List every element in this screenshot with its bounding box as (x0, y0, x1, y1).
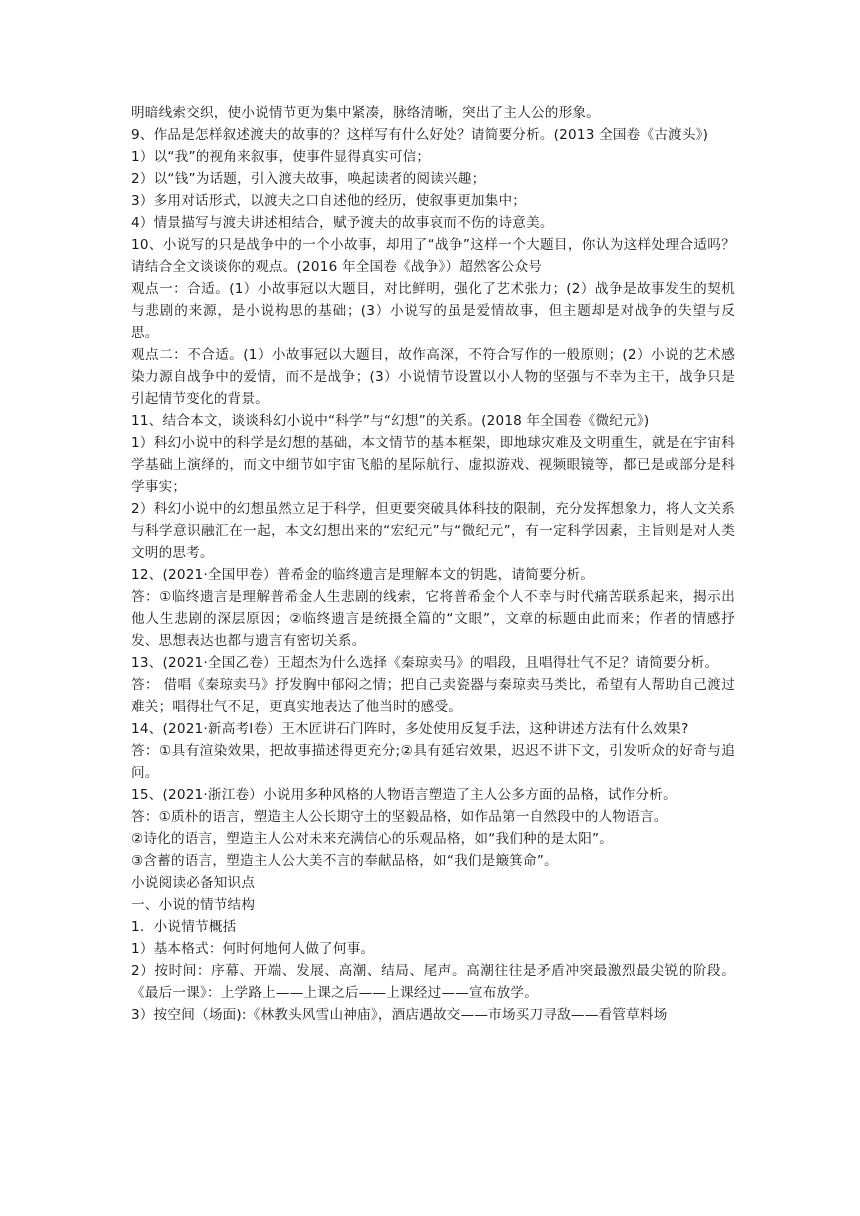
answer-line: 1）以“我”的视角来叙事，使事件显得真实可信； (131, 149, 431, 165)
answer-line: ②诗化的语言，塑造主人公对未来充满信心的乐观品格，如“我们种的是太阳”。 (131, 831, 614, 847)
viewpoint-2: 观点二：不合适。(1）小故事冠以大题目，故作高深，不符合写作的一般原则；(2）小说的艺术感染力源自战争中的爱情，而不是战争；(3）小说情节设置以小人物的坚强与不幸为主干，战争只是引起情节变化的背景。 (131, 347, 735, 407)
question-15: 15、(2021·浙江卷）小说用多种风格的人物语言塑造了主人公多方面的品格，试作分析。 (131, 787, 677, 803)
question-13: 13、(2021·全国乙卷）王超杰为什么选择《秦琼卖马》的唱段，且唱得壮气不足？请简要分析。 (131, 655, 719, 671)
section-heading: 小说阅读必备知识点 (131, 875, 256, 891)
question-12: 12、(2021·全国甲卷）普希金的临终遗言是理解本文的钥匙，请简要分析。 (131, 567, 595, 583)
viewpoint-1: 观点一：合适。(1）小故事冠以大题目，对比鲜明，强化了艺术张力；(2）战争是故事发生的契机与悲剧的来源，是小说构思的基础；(3）小说写的虽是爱情故事，但主题却是对战争的失望与反思。 (131, 281, 735, 341)
answer-line: 答： 借唱《秦琼卖马》抒发胸中郁闷之情；把自己卖瓷器与秦琼卖马类比，希望有人帮助自己渡过难关；唱得壮气不足，更真实地表达了他当时的感受。 (131, 677, 735, 715)
question-10: 10、小说写的只是战争中的一个小故事，却用了“战争”这样一个大题目，你认为这样处理合适吗？请结合全文谈谈你的观点。(2016 年全国卷《战争》）超然客公众号 (131, 237, 735, 275)
answer-line: 2）以“钱”为话题，引入渡夫故事，唤起读者的阅读兴趣； (131, 171, 486, 187)
text-line: 1）基本格式：何时何地何人做了何事。 (131, 941, 375, 957)
answer-line: 3）多用对话形式，以渡夫之口自述他的经历，使叙事更加集中； (131, 193, 527, 209)
question-14: 14、(2021·新高考Ⅰ卷）王木匠讲石门阵时，多处使用反复手法，这种讲述方法有什么效果? (131, 721, 689, 737)
answer-line: 答：①临终遗言是理解普希金人生悲剧的线索，它将普希金个人不幸与时代痛苦联系起来，揭示出他人生悲剧的深层原因；②临终遗言是统摄全篇的“文眼”，文章的标题由此而来；作者的情感抒发、思想表达也都与遗言有密切关系。 (131, 589, 735, 649)
document-page (131, 102, 735, 1026)
answer-line: 答：①具有渲染效果，把故事描述得更充分;②具有延宕效果，迟迟不讲下文，引发听众的好奇与追问。 (131, 743, 735, 781)
answer-line: ③含蓄的语言，塑造主人公大美不言的奉献品格，如“我们是簸箕命”。 (131, 853, 558, 869)
subsection-heading: 一、小说的情节结构 (131, 897, 256, 913)
answer-line: 4）情景描写与渡夫讲述相结合，赋予渡夫的故事哀而不伤的诗意美。 (131, 215, 554, 231)
question-9: 9、作品是怎样叙述渡夫的故事的？这样写有什么好处？请简要分析。(2013 全国卷《古渡头》) (131, 127, 709, 143)
text-line: 3）按空间（场面):《林教头风雪山神庙》，酒店遇故交——市场买刀寻敌——看管草料场 (131, 1007, 668, 1023)
answer-line: 2）科幻小说中的幻想虽然立足于科学，但更要突破具体科技的限制，充分发挥想象力，将人文关系与科学意识融汇在一起，本文幻想出来的“宏纪元”与“微纪元”，有一定科学因素，主旨则是对人类文明的思考。 (131, 501, 735, 561)
question-11: 11、结合本文，谈谈科幻小说中“科学”与“幻想”的关系。(2018 年全国卷《微纪元》) (131, 413, 650, 429)
subsection-heading: 1．小说情节概括 (131, 919, 237, 935)
answer-line: 1）科幻小说中的科学是幻想的基础，本文情节的基本框架，即地球灾难及文明重生，就是在宇宙科学基础上演绎的，而文中细节如宇宙飞船的星际航行、虚拟游戏、视频眼镜等，都已是或部分是科学事实； (131, 435, 735, 495)
text-line: 2）按时间：序幕、开端、发展、高潮、结局、尾声。高潮往往是矛盾冲突最激烈最尖锐的阶段。《最后一课》：上学路上——上课之后——上课经过——宣布放学。 (131, 963, 735, 1001)
text-line: 明暗线索交织，使小说情节更为集中紧凑，脉络清晰，突出了主人公的形象。 (131, 105, 600, 121)
answer-line: 答：①质朴的语言，塑造主人公长期守土的坚毅品格，如作品第一自然段中的人物语言。 (131, 809, 668, 825)
